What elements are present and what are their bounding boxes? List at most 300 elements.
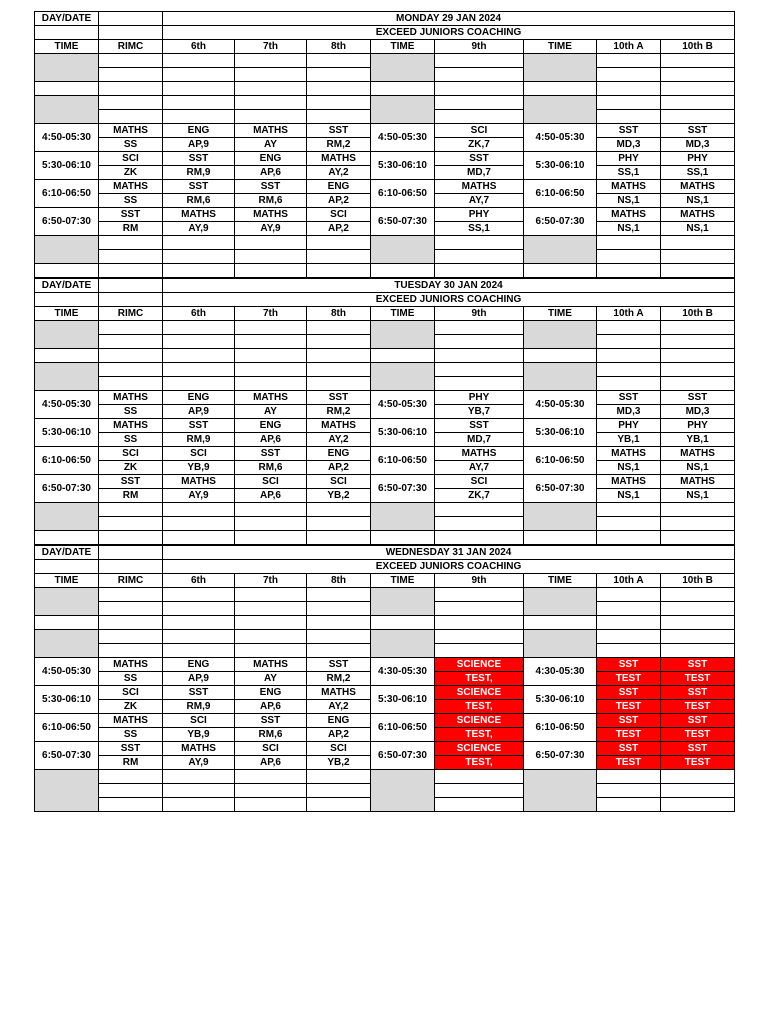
class-10a-cell: SST [597, 742, 661, 756]
lesson-row [35, 391, 735, 405]
column-header: 7th [235, 574, 307, 588]
blank-cell [235, 264, 307, 279]
class-6-cell: AY,9 [163, 489, 235, 503]
class-10b-cell: YB,1 [661, 433, 735, 447]
class-10b-cell: TEST [661, 700, 735, 714]
class-10a-cell: NS,1 [597, 194, 661, 208]
class-9-cell: SS,1 [435, 222, 524, 236]
column-header: RIMC [99, 40, 163, 54]
column-header: 6th [163, 40, 235, 54]
empty-row [35, 588, 735, 602]
blank-cell [307, 602, 371, 616]
class-10b-cell: TEST [661, 728, 735, 742]
class-8-cell: MATHS [307, 152, 371, 166]
lesson-row [35, 124, 735, 138]
empty-row [35, 96, 735, 110]
class-6-cell: MATHS [163, 475, 235, 489]
blank-cell [524, 531, 597, 546]
lesson-row [35, 714, 735, 728]
rimc-cell: ZK [99, 461, 163, 475]
date-title: MONDAY 29 JAN 2024 [163, 12, 735, 26]
class-8-cell: SST [307, 658, 371, 672]
column-header: 10th A [597, 307, 661, 321]
blank-cell [235, 531, 307, 546]
class-9-cell: TEST, [435, 756, 524, 770]
class-9-cell: SCIENCE [435, 714, 524, 728]
blank-cell [371, 82, 435, 96]
class-7-cell: RM,6 [235, 728, 307, 742]
column-header: 8th [307, 40, 371, 54]
class-8-cell: ENG [307, 180, 371, 194]
blank-cell [99, 96, 163, 110]
blank-cell [661, 236, 735, 250]
class-10b-cell: NS,1 [661, 461, 735, 475]
class-7-cell: ENG [235, 152, 307, 166]
time-slot: 5:30-06:10 [524, 152, 597, 180]
time-blank [371, 363, 435, 391]
class-9-cell: SST [435, 152, 524, 166]
blank-cell [435, 349, 524, 363]
class-7-cell: MATHS [235, 658, 307, 672]
blank-cell [163, 264, 235, 279]
class-6-cell: AP,9 [163, 672, 235, 686]
class-6-cell: RM,9 [163, 166, 235, 180]
lesson-row [35, 475, 735, 489]
blank-cell [235, 54, 307, 68]
blank-cell [307, 335, 371, 349]
rimc-cell: SS [99, 672, 163, 686]
time-blank [371, 588, 435, 616]
class-8-cell: MATHS [307, 686, 371, 700]
blank-cell [35, 82, 99, 96]
blank-cell [661, 602, 735, 616]
blank-cell [99, 321, 163, 335]
class-9-cell: AY,7 [435, 194, 524, 208]
class-7-cell: AY [235, 405, 307, 419]
blank-cell [661, 264, 735, 279]
time-slot: 4:30-05:30 [371, 658, 435, 686]
time-blank [35, 54, 99, 82]
class-8-cell: SST [307, 391, 371, 405]
time-blank [371, 630, 435, 658]
blank-cell [163, 321, 235, 335]
blank-cell [99, 588, 163, 602]
class-9-cell: YB,7 [435, 405, 524, 419]
blank-cell [235, 503, 307, 517]
subtitle-row [35, 560, 735, 574]
column-header: 8th [307, 307, 371, 321]
blank-cell [307, 630, 371, 644]
time-blank [35, 503, 99, 531]
time-blank [524, 503, 597, 531]
blank-cell [99, 250, 163, 264]
class-7-cell: AY [235, 672, 307, 686]
blank-cell [307, 588, 371, 602]
class-6-cell: MATHS [163, 742, 235, 756]
blank-cell [235, 349, 307, 363]
time-slot: 5:30-06:10 [371, 152, 435, 180]
blank-cell [661, 68, 735, 82]
time-slot: 6:10-06:50 [524, 180, 597, 208]
class-8-cell: AY,2 [307, 433, 371, 447]
class-10a-cell: TEST [597, 700, 661, 714]
class-10a-cell: MATHS [597, 208, 661, 222]
lesson-row [35, 180, 735, 194]
blank-cell [435, 82, 524, 96]
blank-cell [435, 377, 524, 391]
column-header: 9th [435, 307, 524, 321]
blank-cell [435, 798, 524, 812]
class-10b-cell: PHY [661, 152, 735, 166]
blank-cell [235, 321, 307, 335]
blank-cell [99, 798, 163, 812]
rimc-cell: SCI [99, 686, 163, 700]
time-slot: 6:50-07:30 [524, 742, 597, 770]
empty-row [35, 531, 735, 546]
blank-cell [99, 644, 163, 658]
class-9-cell: MATHS [435, 180, 524, 194]
blank-cell [597, 602, 661, 616]
time-slot: 6:50-07:30 [35, 742, 99, 770]
blank-cell [524, 616, 597, 630]
class-10b-cell: TEST [661, 672, 735, 686]
class-9-cell: SST [435, 419, 524, 433]
blank-cell [307, 110, 371, 124]
time-blank [524, 363, 597, 391]
time-slot: 6:50-07:30 [35, 475, 99, 503]
blank-cell [307, 644, 371, 658]
blank-cell [435, 602, 524, 616]
blank-cell [163, 335, 235, 349]
class-10b-cell: NS,1 [661, 489, 735, 503]
blank-cell [661, 531, 735, 546]
time-blank [371, 236, 435, 264]
blank-cell [163, 616, 235, 630]
time-slot: 6:50-07:30 [524, 208, 597, 236]
blank-cell [99, 264, 163, 279]
day-date-label: DAY/DATE [35, 12, 99, 26]
blank-cell [661, 644, 735, 658]
rimc-cell: MATHS [99, 391, 163, 405]
rimc-cell: RM [99, 756, 163, 770]
column-header: 9th [435, 574, 524, 588]
column-header: TIME [371, 307, 435, 321]
class-7-cell: RM,6 [235, 194, 307, 208]
column-header: TIME [524, 307, 597, 321]
blank-cell [235, 82, 307, 96]
blank-cell [307, 236, 371, 250]
time-slot: 5:30-06:10 [524, 686, 597, 714]
time-slot: 6:50-07:30 [371, 742, 435, 770]
class-7-cell: AP,6 [235, 166, 307, 180]
class-10b-cell: MATHS [661, 447, 735, 461]
blank-cell [99, 545, 163, 560]
blank-cell [99, 517, 163, 531]
time-blank [371, 770, 435, 812]
time-slot: 6:10-06:50 [35, 447, 99, 475]
class-10b-cell: SST [661, 658, 735, 672]
class-10b-cell: MD,3 [661, 138, 735, 152]
blank-cell [99, 26, 163, 40]
blank-cell [99, 349, 163, 363]
blank-cell [235, 250, 307, 264]
blank-cell [163, 96, 235, 110]
time-blank [371, 96, 435, 124]
blank-cell [235, 96, 307, 110]
blank-cell [235, 798, 307, 812]
time-slot: 4:50-05:30 [524, 391, 597, 419]
time-blank [35, 96, 99, 124]
blank-cell [661, 321, 735, 335]
blank-cell [99, 68, 163, 82]
class-6-cell: SST [163, 152, 235, 166]
blank-cell [99, 293, 163, 307]
blank-cell [163, 236, 235, 250]
blank-cell [235, 644, 307, 658]
class-9-cell: SCIENCE [435, 686, 524, 700]
blank-cell [435, 363, 524, 377]
class-10b-cell: MATHS [661, 475, 735, 489]
time-slot: 6:10-06:50 [35, 714, 99, 742]
column-header: RIMC [99, 307, 163, 321]
class-8-cell: YB,2 [307, 489, 371, 503]
time-blank [524, 321, 597, 349]
blank-cell [235, 335, 307, 349]
blank-cell [35, 264, 99, 279]
blank-cell [435, 630, 524, 644]
blank-cell [435, 236, 524, 250]
blank-cell [661, 54, 735, 68]
day-date-row [35, 278, 735, 293]
rimc-cell: SS [99, 138, 163, 152]
blank-cell [235, 770, 307, 784]
blank-cell [35, 26, 99, 40]
blank-cell [307, 503, 371, 517]
lesson-row [35, 686, 735, 700]
blank-cell [307, 250, 371, 264]
blank-cell [435, 531, 524, 546]
blank-cell [99, 236, 163, 250]
empty-row [35, 503, 735, 517]
blank-cell [597, 377, 661, 391]
rimc-cell: SCI [99, 447, 163, 461]
time-blank [35, 630, 99, 658]
class-7-cell: MATHS [235, 208, 307, 222]
class-6-cell: RM,9 [163, 433, 235, 447]
class-8-cell: RM,2 [307, 672, 371, 686]
column-header: TIME [371, 40, 435, 54]
blank-cell [597, 644, 661, 658]
class-6-cell: SST [163, 180, 235, 194]
class-6-cell: SST [163, 686, 235, 700]
class-8-cell: SST [307, 124, 371, 138]
blank-cell [597, 517, 661, 531]
blank-cell [163, 503, 235, 517]
class-10b-cell: SST [661, 391, 735, 405]
class-6-cell: AY,9 [163, 222, 235, 236]
time-blank [524, 96, 597, 124]
blank-cell [235, 602, 307, 616]
time-blank [35, 236, 99, 264]
class-10a-cell: NS,1 [597, 461, 661, 475]
time-blank [524, 236, 597, 264]
class-8-cell: SCI [307, 742, 371, 756]
rimc-cell: RM [99, 222, 163, 236]
class-9-cell: SCI [435, 124, 524, 138]
class-10a-cell: TEST [597, 756, 661, 770]
class-8-cell: AY,2 [307, 166, 371, 180]
class-7-cell: AP,6 [235, 700, 307, 714]
time-slot: 4:30-05:30 [524, 658, 597, 686]
blank-cell [597, 616, 661, 630]
blank-cell [435, 264, 524, 279]
class-8-cell: MATHS [307, 419, 371, 433]
class-7-cell: AP,6 [235, 489, 307, 503]
class-7-cell: SCI [235, 475, 307, 489]
class-8-cell: SCI [307, 208, 371, 222]
class-9-cell: PHY [435, 208, 524, 222]
column-header: TIME [371, 574, 435, 588]
blank-cell [597, 250, 661, 264]
blank-cell [661, 588, 735, 602]
time-slot: 4:50-05:30 [371, 391, 435, 419]
class-8-cell: AY,2 [307, 700, 371, 714]
rimc-cell: SST [99, 475, 163, 489]
time-slot: 6:10-06:50 [524, 714, 597, 742]
class-10a-cell: NS,1 [597, 489, 661, 503]
blank-cell [163, 349, 235, 363]
blank-cell [597, 68, 661, 82]
class-8-cell: AP,2 [307, 461, 371, 475]
blank-cell [597, 784, 661, 798]
column-header: 10th A [597, 574, 661, 588]
blank-cell [99, 12, 163, 26]
blank-cell [99, 54, 163, 68]
blank-cell [99, 616, 163, 630]
empty-row [35, 363, 735, 377]
blank-cell [35, 560, 99, 574]
blank-cell [99, 531, 163, 546]
column-header: 6th [163, 307, 235, 321]
class-7-cell: SCI [235, 742, 307, 756]
blank-cell [307, 517, 371, 531]
blank-cell [307, 784, 371, 798]
lesson-row [35, 419, 735, 433]
blank-cell [435, 588, 524, 602]
date-title: WEDNESDAY 31 JAN 2024 [163, 545, 735, 560]
blank-cell [35, 531, 99, 546]
blank-cell [597, 630, 661, 644]
column-header: 10th B [661, 40, 735, 54]
class-10a-cell: SS,1 [597, 166, 661, 180]
class-9-cell: TEST, [435, 672, 524, 686]
blank-cell [163, 602, 235, 616]
class-10b-cell: SST [661, 742, 735, 756]
blank-cell [597, 321, 661, 335]
rimc-cell: SST [99, 742, 163, 756]
blank-cell [235, 784, 307, 798]
class-7-cell: AY,9 [235, 222, 307, 236]
blank-cell [661, 798, 735, 812]
column-header: RIMC [99, 574, 163, 588]
blank-cell [307, 321, 371, 335]
lesson-row [35, 742, 735, 756]
blank-cell [99, 784, 163, 798]
column-header: TIME [35, 574, 99, 588]
class-8-cell: RM,2 [307, 138, 371, 152]
blank-cell [371, 349, 435, 363]
column-header: 8th [307, 574, 371, 588]
class-9-cell: TEST, [435, 728, 524, 742]
class-9-cell: MD,7 [435, 433, 524, 447]
class-10a-cell: TEST [597, 672, 661, 686]
column-header: 7th [235, 307, 307, 321]
lesson-row [35, 447, 735, 461]
blank-cell [435, 96, 524, 110]
blank-cell [524, 349, 597, 363]
class-7-cell: SST [235, 714, 307, 728]
class-7-cell: AP,6 [235, 756, 307, 770]
blank-cell [307, 377, 371, 391]
blank-cell [597, 335, 661, 349]
blank-cell [597, 531, 661, 546]
class-8-cell: AP,2 [307, 222, 371, 236]
time-slot: 5:30-06:10 [35, 419, 99, 447]
blank-cell [597, 110, 661, 124]
class-10b-cell: MATHS [661, 208, 735, 222]
empty-row [35, 54, 735, 68]
blank-cell [661, 784, 735, 798]
rimc-cell: SST [99, 208, 163, 222]
class-9-cell: ZK,7 [435, 489, 524, 503]
lesson-row [35, 152, 735, 166]
blank-cell [235, 110, 307, 124]
spacer-row [35, 616, 735, 630]
blank-cell [235, 363, 307, 377]
blank-cell [163, 770, 235, 784]
class-10a-cell: SST [597, 714, 661, 728]
blank-cell [661, 335, 735, 349]
empty-row [35, 630, 735, 644]
date-title: TUESDAY 30 JAN 2024 [163, 278, 735, 293]
class-10a-cell: SST [597, 686, 661, 700]
class-10b-cell: SST [661, 124, 735, 138]
time-slot: 4:50-05:30 [371, 124, 435, 152]
column-header: TIME [35, 40, 99, 54]
blank-cell [597, 363, 661, 377]
class-10a-cell: SST [597, 391, 661, 405]
time-blank [524, 588, 597, 616]
rimc-cell: SS [99, 433, 163, 447]
blank-cell [99, 602, 163, 616]
blank-cell [597, 798, 661, 812]
blank-cell [307, 616, 371, 630]
time-slot: 4:50-05:30 [35, 658, 99, 686]
blank-cell [35, 616, 99, 630]
time-blank [35, 588, 99, 616]
blank-cell [163, 68, 235, 82]
class-9-cell: PHY [435, 391, 524, 405]
blank-cell [307, 531, 371, 546]
rimc-cell: SS [99, 728, 163, 742]
blank-cell [435, 335, 524, 349]
class-6-cell: RM,9 [163, 700, 235, 714]
class-10b-cell: NS,1 [661, 194, 735, 208]
blank-cell [307, 54, 371, 68]
time-slot: 6:10-06:50 [35, 180, 99, 208]
blank-cell [235, 517, 307, 531]
rimc-cell: SS [99, 194, 163, 208]
